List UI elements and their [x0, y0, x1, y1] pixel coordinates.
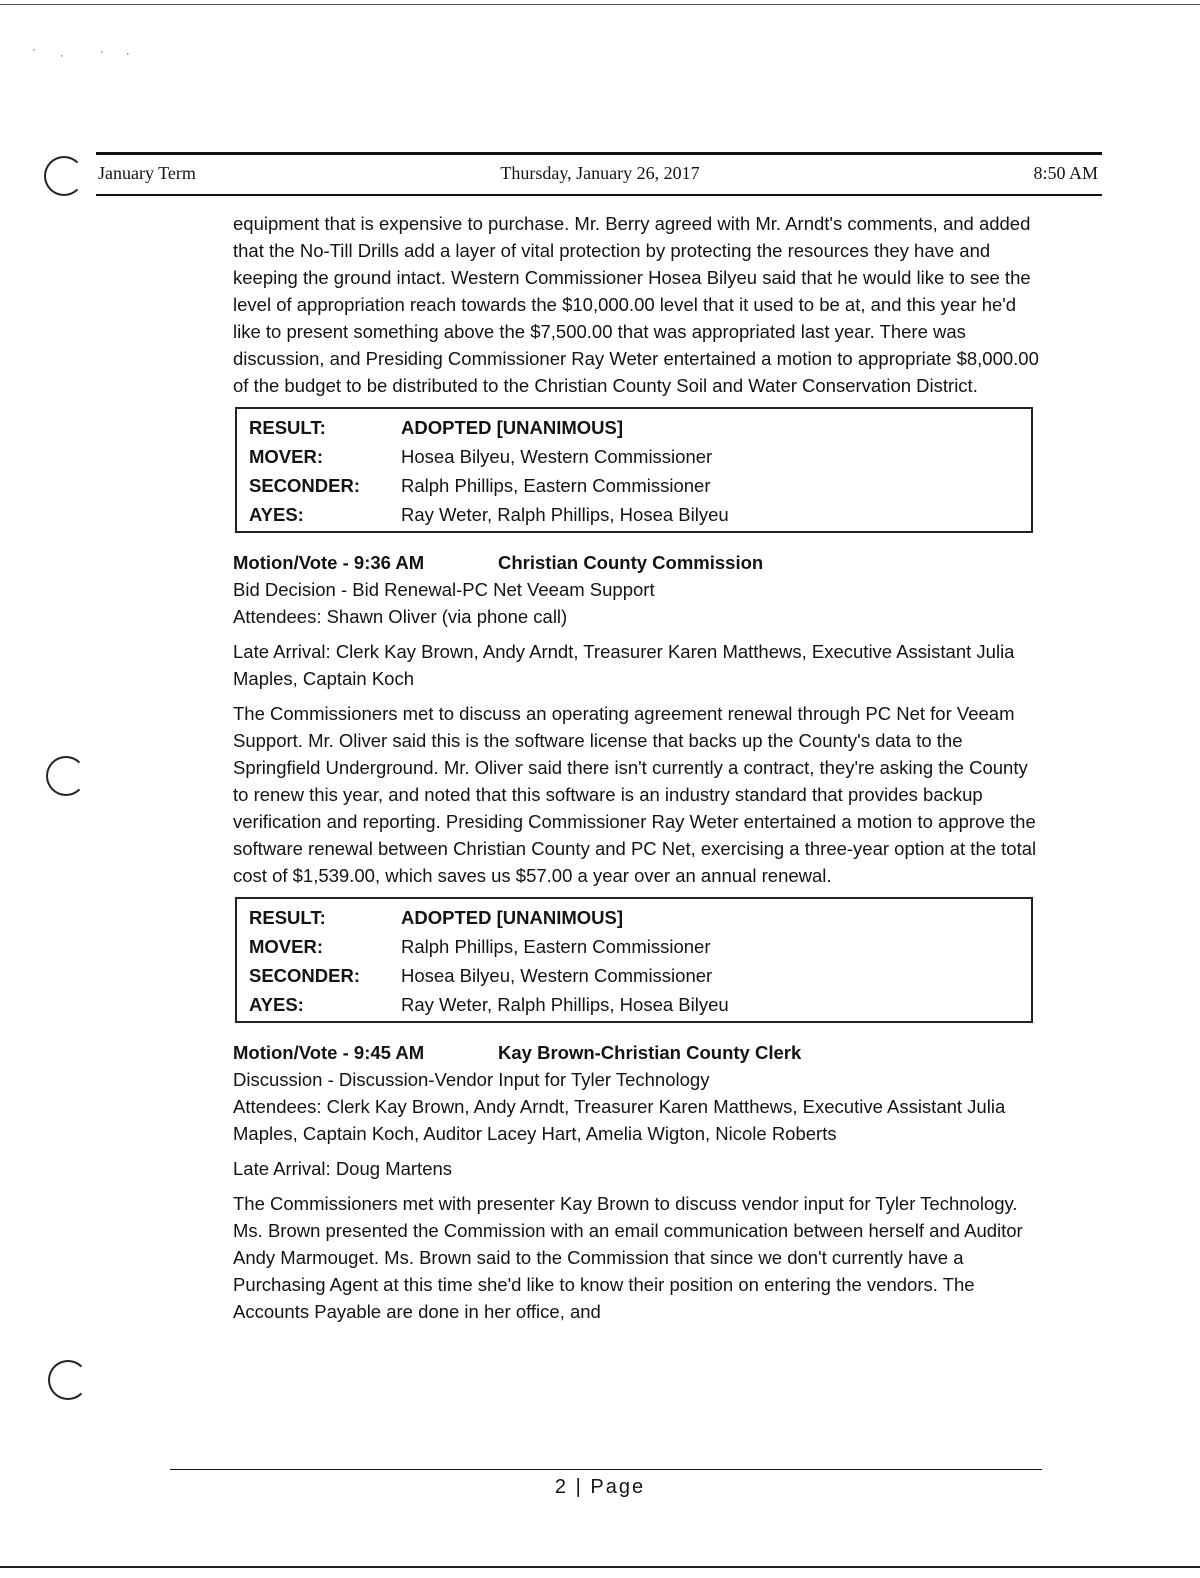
seconder-label: SECONDER:: [249, 965, 361, 986]
punch-hole-top: [44, 156, 84, 196]
motion-body: Christian County Commission: [498, 552, 764, 573]
ayes-value: Ray Weter, Ralph Phillips, Hosea Bilyeu: [401, 994, 729, 1015]
late-arrival: Late Arrival: Clerk Kay Brown, Andy Arndt, Treasurer Karen Matthews, Executive Assistant Julia Maples, Captain Koch: [233, 641, 1015, 689]
intro-paragraph: equipment that is expensive to purchase. Mr. Berry agreed with Mr. Arndt's comments, and added that the No-Till Drills add a layer of vital protection by protecting the resources they have and keeping the ground intact. Western Commissioner Hosea Bilyeu said that he would like to see the level of appropriation reach towards the $10,000.00 level that it used to be at, and this year he'd like to present something above the $7,500.00 that was appropriated last year. There was discussion, and Presiding Commissioner Ray Weter entertained a motion to appropriate $8,000.00 of the budget to be distributed to the Christian County Soil and Water Conservation District.: [233, 213, 1039, 396]
footer-rule: [170, 1469, 1042, 1470]
seconder-row: [249, 961, 1021, 990]
result-row: [249, 413, 1021, 442]
result-value: ADOPTED [UNANIMOUS]: [401, 907, 623, 928]
scan-speck: ·: [60, 50, 64, 62]
header-date: Thursday, January 26, 2017: [500, 163, 700, 183]
ayes-row: [249, 500, 1021, 529]
scan-speck: ·: [100, 46, 104, 58]
mover-label: MOVER:: [249, 936, 323, 957]
ayes-row: [249, 990, 1021, 1019]
motion-body: Kay Brown-Christian County Clerk: [498, 1042, 802, 1063]
minutes-body: [233, 210, 1045, 1333]
late-arrival: Late Arrival: Doug Martens: [233, 1158, 453, 1179]
scan-top-edge: [0, 4, 1200, 5]
result-value: ADOPTED [UNANIMOUS]: [401, 417, 623, 438]
header-rule-bottom: [96, 194, 1102, 196]
motion-paragraph: The Commissioners met with presenter Kay Brown to discuss vendor input for Tyler Technology. Ms. Brown presented the Commission with an email communication between herself and Auditor Andy Marmouget. Ms. Brown said to the Commission that since we don't currently have a Purchasing Agent at this time she'd like to know their position on entering the vendors. The Accounts Payable are done in her office, and: [233, 1193, 1023, 1322]
seconder-row: [249, 471, 1021, 500]
punch-hole-middle: [46, 756, 86, 796]
result-label: RESULT:: [249, 907, 326, 928]
motion-attendees: Attendees: Shawn Oliver (via phone call): [233, 606, 568, 627]
header-time: 8:50 AM: [1033, 163, 1098, 183]
seconder-value: Hosea Bilyeu, Western Commissioner: [401, 965, 713, 986]
motion-heading-3: [233, 1039, 1045, 1066]
seconder-value: Ralph Phillips, Eastern Commissioner: [401, 475, 711, 496]
motion-paragraph: The Commissioners met to discuss an operating agreement renewal through PC Net for Veeam Support. Mr. Oliver said this is the software license that backs up the County's data to the Springfield Underground. Mr. Oliver said there isn't currently a contract, they're asking the County to renew this year, and noted that this software is an industry standard that provides backup verification and reporting. Presiding Commissioner Ray Weter entertained a motion to approve the software renewal between Christian County and PC Net, exercising a three-year option at the total cost of $1,539.00, which saves us $57.00 a year over an annual renewal.: [233, 703, 1037, 886]
motion-time: Motion/Vote - 9:45 AM: [233, 1042, 425, 1063]
scan-speck: ·: [126, 48, 130, 60]
mover-label: MOVER:: [249, 446, 323, 467]
seconder-label: SECONDER:: [249, 475, 361, 496]
page-number: 2 | Page: [554, 1476, 646, 1498]
mover-row: [249, 932, 1021, 961]
ayes-label: AYES:: [249, 504, 304, 525]
vote-result-box-2: [235, 897, 1033, 1023]
scan-speck: ·: [32, 44, 36, 56]
scan-bottom-edge: [0, 1566, 1200, 1568]
mover-row: [249, 442, 1021, 471]
motion-attendees: Attendees: Clerk Kay Brown, Andy Arndt, Treasurer Karen Matthews, Executive Assistant Julia Maples, Captain Koch, Auditor Lacey Hart, Amelia Wigton, Nicole Roberts: [233, 1096, 1006, 1144]
ayes-value: Ray Weter, Ralph Phillips, Hosea Bilyeu: [401, 504, 729, 525]
mover-value: Ralph Phillips, Eastern Commissioner: [401, 936, 711, 957]
result-row: [249, 903, 1021, 932]
header-rule-top: [96, 152, 1102, 155]
ayes-label: AYES:: [249, 994, 304, 1015]
motion-subject: Discussion - Discussion-Vendor Input for Tyler Technology: [233, 1069, 710, 1090]
mover-value: Hosea Bilyeu, Western Commissioner: [401, 446, 713, 467]
punch-hole-bottom: [48, 1360, 88, 1400]
result-label: RESULT:: [249, 417, 326, 438]
header-term: January Term: [98, 163, 196, 183]
motion-time: Motion/Vote - 9:36 AM: [233, 552, 425, 573]
vote-result-box-1: [235, 407, 1033, 533]
motion-heading-2: [233, 549, 1045, 576]
motion-subject: Bid Decision - Bid Renewal-PC Net Veeam Support: [233, 579, 655, 600]
